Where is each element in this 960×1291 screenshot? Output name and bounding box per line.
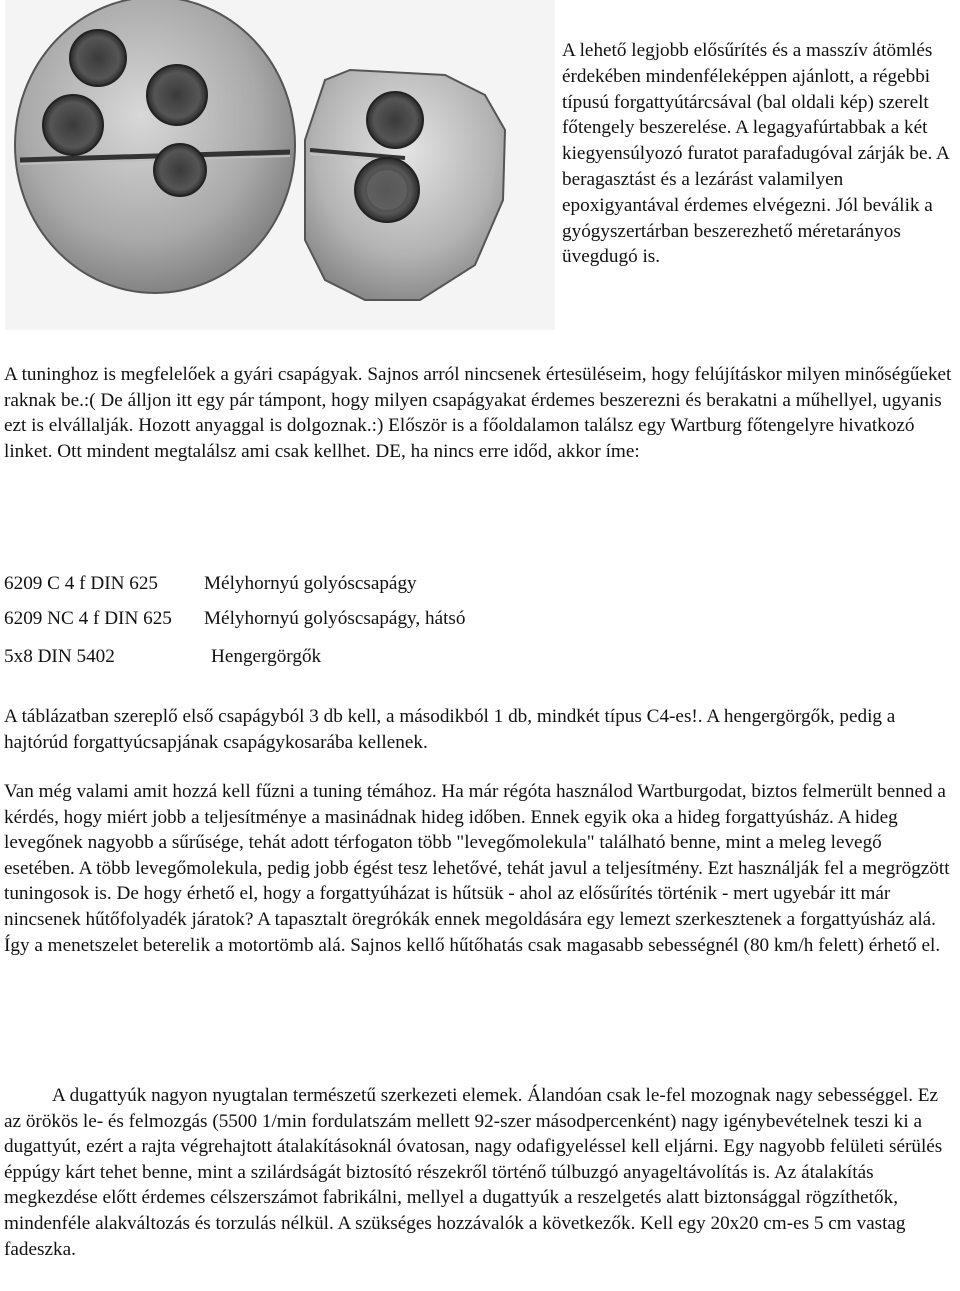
paragraph-cooling: Van még valami amit hozzá kell fűzni a tuning témához. Ha már régóta használod Wartburgodat, biztos felmerült benned a kérdés, hogy miért jobb a teljesítménye a masinádnak hideg időben. Ennek egyik oka a hideg forgattyúsház. A hideg levegőnek nagyobb a sűrűsége, tehát adott térfogaton több "levegőmolekula" található benne, mint a meleg levegő esetében. A több levegőmolekula, pedig jobb égést tesz lehetővé, tehát javul a teljesítmény. Ezt használják fel a megrögzött tuningosok is. De hogy érhető el, hogy a forgattyúházat is hűtsük - ahol az elősűrítés történik - mert ugyebár itt már nincsenek hűtőfolyadék járatok? A tapasztalt öregrókák ennek megoldására egy lemezt szerkesztenek a forgattyúsház alá. Így a menetszelet beterelik a motortömb alá. Sajnos kellő hűtőhatás csak magasabb sebességnél (80 km/h felett) érhető el.: [4, 781, 950, 956]
part-code: 6209 C 4 f DIN 625: [4, 573, 159, 594]
part-code: 5x8 DIN 5402: [4, 646, 115, 667]
part-name: Mélyhornyú golyóscsapágy, hátsó: [204, 608, 466, 629]
paragraph-quantities: A táblázatban szereplő első csapágyból 3 db kell, a másodikból 1 db, mindkét típus C4-es!. A hengergörgők, pedig a hajtórúd forgattyúcsapjának csapágykosarába kellenek.: [4, 706, 896, 753]
table-row: [4, 645, 321, 669]
table-row: [4, 607, 465, 631]
paragraph-pistons: A dugattyúk nagyon nyugtalan természetű szerkezeti elemek. Álandóan csak le-fel mozognak nagy sebességgel. Ez az örökös le- és felmozgás (5500 1/min fordulatszám mellett 92-szer másodpercenként) nagy igénybevételnek teszi ki a dugattyút, ezért a rajta végrehajtott átalakításoknál óvatosan, nagy odafigyeléssel kell eljárni. Egy nagyobb felületi sérülés éppúgy kárt tehet benne, mint a szilárdságát biztosító részekről történő túlbuzgó anyageltávolítás is. Az átalakítás megkezdése előtt érdemes célszerszámot fabrikálni, mellyel a dugattyúk a reszelgetés alatt biztonsággal rögzíthetők, mindenféle alakváltozás és torzulás nélkül. A szükséges hozzávalók a következők. Kell egy 20x20 cm-es 5 cm vastag fadeszka.: [4, 1085, 943, 1260]
crankshaft-photo: [5, 0, 555, 330]
crankshaft-discs-image: [5, 0, 555, 330]
paragraph-bearings: A tuninghoz is megfelelőek a gyári csapágyak. Sajnos arról nincsenek értesüléseim, hogy felújításkor milyen minőségűeket raknak be.:( De álljon itt egy pár támpont, hogy milyen csapágyakat érdemes beszerezni és berakatni a műhellyel, ugyanis ezt is elvállalják. Hozott anyaggal is dolgoznak.:) Először is a főoldalamon találsz egy Wartburg főtengelyre hivatkozó linket. Ott mindent megtalálsz ami csak kellhet. DE, ha nincs erre időd, akkor íme:: [4, 364, 952, 462]
part-name: Hengergörgők: [211, 646, 322, 667]
table-row: [4, 572, 417, 596]
part-name: Mélyhornyú golyóscsapágy: [204, 573, 417, 594]
part-code: 6209 NC 4 f DIN 625: [4, 608, 172, 629]
intro-text: A lehető legjobb elősűrítés és a masszív átömlés érdekében mindenféleképpen ajánlott, a régebbi típusú forgattyútárcsával (bal oldali kép) szerelt főtengely beszerelése. A legagyafúrtabbak a két kiegyensúlyozó furatot parafadugóval zárják be. A beragasztást és a lezárást valamilyen epoxigyantával érdemes elvégezni. Jól beválik a gyógyszertárban beszerezhető méretarányos üvegdugó is.: [562, 40, 949, 268]
